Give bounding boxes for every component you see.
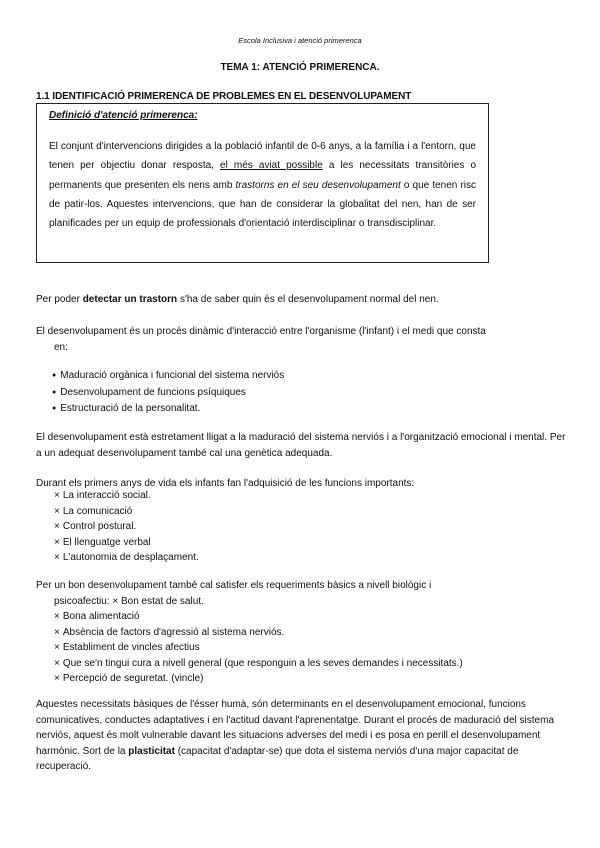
definition-title: Definició d'atenció primerenca: <box>49 110 198 121</box>
list-item: × Bona alimentació <box>54 609 584 625</box>
p6-pre: Aquestes necessitats bàsiques de l'ésser humà, són determinants en el desenvolupament emocional, funcions comunicatives, conductes adaptatives i en l'actitud davant l'aprenentatge. Durant el procés de maduració del sistema nerviós, aquest és molt vulnerable davant les situacions adverses del medi i es posa en perill el desenvolupament harmònic. Sort de la <box>36 699 555 757</box>
definition-underlined-text: el més aviat possible <box>220 160 323 172</box>
definition-text-part-1: El conjunt d'intervencions dirigides a la població infantil de 0-6 anys, a la família i a l'entorn, que tenen per objectiu donar resposta, <box>49 141 476 172</box>
p1-post: s'ha de saber quin és el desenvolupament normal del nen. <box>177 294 439 305</box>
list-item: × La interacció social. <box>54 488 584 504</box>
definition-text-part-3: o que tenen risc de patir-los. Aquestes intervencions, que han de considerar la globalitat del nen, han de ser planificades per un equip de professionals d'orientació interdisciplinar o transdisciplinar. <box>49 179 477 230</box>
p6-bold: plasticitat <box>128 745 175 757</box>
p5-line1: Per un bon desenvolupament també cal satisfer els requeriments bàsics a nivell biològic i <box>36 580 432 591</box>
definition-text <box>49 137 476 233</box>
list-item: ● Desenvolupament de funcions psíquiques <box>52 385 582 402</box>
p5-line2: psicoafectiu: × Bon estat de salut. <box>54 595 204 607</box>
list-requirements <box>54 609 584 687</box>
section-heading: 1.1 IDENTIFICACIÓ PRIMERENCA DE PROBLEMES EN EL DESENVOLUPAMENT <box>36 91 412 102</box>
paragraph-maturation: El desenvolupament està estretament lligat a la maduració del sistema nerviós i a l'organització emocional i mental. Per a un adequat desenvolupament també cal una genètica adequada. <box>36 432 566 459</box>
paragraph-basic-needs <box>36 697 568 775</box>
chapter-title: TEMA 1: ATENCIÓ PRIMERENCA. <box>220 62 380 73</box>
list-item: × Absència de factors d'agressió al sistema nerviós. <box>54 625 584 641</box>
list-item: × El llenguatge verbal <box>54 535 584 551</box>
p1-pre: Per poder <box>36 294 83 305</box>
paragraph-development <box>36 324 566 355</box>
definition-text-part-2: a les necessitats transitòries o permanents que presenten els nens amb <box>49 160 477 191</box>
list-item: ● Maduració orgànica i funcional del sistema nerviós <box>52 368 582 385</box>
list-item: × L'autonomia de desplaçament. <box>54 550 584 566</box>
p6-post: (capacitat d'adaptar-se) que dota el sistema nerviós d'una major capacitat de recuperació. <box>36 745 519 772</box>
list-item: × Percepció de seguretat. (vincle) <box>54 671 584 687</box>
p2-line2: en: <box>54 341 68 353</box>
list-item: × La comunicació <box>54 504 584 520</box>
definition-box <box>36 103 489 263</box>
definition-italic-text: trastorns en el seu desenvolupament <box>235 179 401 191</box>
list-item: × Establiment de vincles afectius <box>54 640 584 656</box>
p1-bold: detectar un trastorn <box>82 294 178 305</box>
list-functions <box>54 488 584 566</box>
list-item: × Que se'n tingui cura a nivell general (que responguin a les seves demandes i necessitats.) <box>54 656 584 672</box>
list-development-components <box>52 368 582 418</box>
paragraph-requirements <box>36 578 566 609</box>
list-item: ● Estructuració de la personalitat. <box>52 401 582 418</box>
paragraph-functions: Durant els primers anys de vida els infants fan l'adquisició de les funcions importants: <box>36 478 415 489</box>
list-item: × Control postural. <box>54 519 584 535</box>
p2-line1: El desenvolupament és un procés dinàmic d'interacció entre l'organisme (l'infant) i el medi que consta <box>36 326 486 337</box>
running-header: Escola Inclusiva i atenció primerenca <box>238 36 362 45</box>
paragraph-detect <box>36 292 566 308</box>
